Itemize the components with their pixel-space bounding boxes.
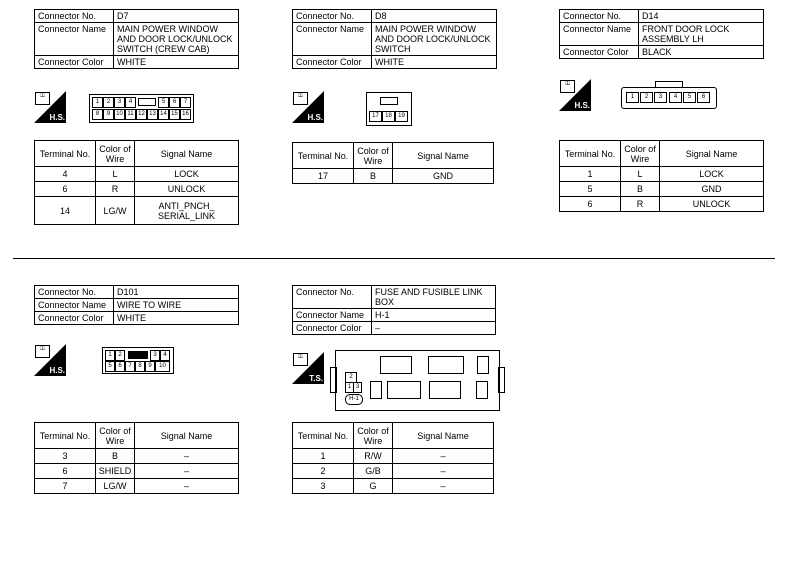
pin: 8 [135, 361, 145, 372]
connector-no-value: D8 [372, 10, 497, 23]
harness-side-icon: ⚿ H.S. [34, 344, 66, 376]
connector-id-label: H-1 [345, 394, 363, 405]
connector-fuse-box-terminal-table [292, 422, 494, 494]
connector-name-label: Connector Name [35, 299, 114, 312]
pin: 10 [114, 109, 125, 120]
signal-name-header: Signal Name [393, 143, 494, 169]
connector-color-value: BLACK [639, 46, 764, 59]
table-row: 7 LG/W – [35, 479, 239, 494]
pin: 3 [353, 382, 362, 393]
connector-color-value: WHITE [372, 56, 497, 69]
connector-name-value: WIRE TO WIRE [114, 299, 239, 312]
pin: 6 [697, 92, 710, 103]
lock-tab [380, 97, 398, 105]
relay-slot [428, 356, 464, 374]
pin: 2 [640, 92, 653, 103]
connector-name-value: MAIN POWER WINDOW AND DOOR LOCK/UNLOCK SWITCH (CREW CAB) [114, 23, 239, 56]
connector-name-label: Connector Name [560, 23, 639, 46]
connector-no-label: Connector No. [293, 286, 372, 309]
connector-no-label: Connector No. [35, 286, 114, 299]
table-row: 14 LG/W ANTI_PNCH_ SERIAL_LINK [35, 197, 239, 225]
connector-d8-face [366, 92, 412, 126]
connector-color-value: – [372, 322, 496, 335]
fuse-slot [370, 381, 382, 399]
pin: 7 [180, 97, 191, 108]
pin: 13 [147, 109, 158, 120]
connector-d8-terminal-table [292, 142, 494, 184]
pin: 16 [180, 109, 191, 120]
relay-slot [387, 381, 421, 399]
table-row: 2 G/B – [293, 464, 494, 479]
connector-name-value: FRONT DOOR LOCK ASSEMBLY LH [639, 23, 764, 46]
signal-name-header: Signal Name [135, 423, 239, 449]
signal-name-header: Signal Name [393, 423, 494, 449]
fuse-box-clip [330, 367, 337, 393]
fuse-box-clip [498, 367, 505, 393]
terminal-no-header: Terminal No. [35, 141, 96, 167]
pin: 5 [105, 361, 115, 372]
connector-color-label: Connector Color [560, 46, 639, 59]
pin: 12 [136, 109, 147, 120]
connector-d7-terminal-table [34, 140, 239, 225]
connector-no-value: D101 [114, 286, 239, 299]
connector-color-label: Connector Color [293, 322, 372, 335]
connector-color-value: WHITE [114, 312, 239, 325]
connector-d101-terminal-table [34, 422, 239, 494]
pin: 3 [150, 350, 160, 361]
lock-tab [128, 351, 148, 359]
connector-d14-terminal-table [559, 140, 764, 212]
table-row: 17 B GND [293, 169, 494, 184]
connector-name-value: H-1 [372, 309, 496, 322]
pin: 5 [158, 97, 169, 108]
connector-d7-info [34, 9, 239, 69]
terminal-no-header: Terminal No. [560, 141, 621, 167]
lock-tab [138, 98, 156, 106]
pin: 2 [115, 350, 125, 361]
color-of-wire-header: Color of Wire [96, 141, 135, 167]
connector-name-label: Connector Name [293, 309, 372, 322]
signal-name-header: Signal Name [135, 141, 239, 167]
pin: 9 [145, 361, 155, 372]
pin: 14 [158, 109, 169, 120]
color-of-wire-header: Color of Wire [96, 423, 135, 449]
signal-name-header: Signal Name [660, 141, 764, 167]
pin: 1 [345, 382, 354, 393]
pin: 5 [683, 92, 696, 103]
section-divider [13, 258, 775, 259]
table-row: 6 R UNLOCK [560, 197, 764, 212]
connector-fuse-box-info [292, 285, 496, 335]
connector-color-label: Connector Color [293, 56, 372, 69]
pin: 1 [92, 97, 103, 108]
pin: 4 [125, 97, 136, 108]
lock-tab [655, 81, 683, 87]
pin: 7 [125, 361, 135, 372]
pin: 2 [345, 372, 357, 383]
pin: 1 [105, 350, 115, 361]
connector-d101-info [34, 285, 239, 325]
pin: 19 [395, 111, 408, 122]
table-row: 6 R UNLOCK [35, 182, 239, 197]
pin: 8 [92, 109, 103, 120]
terminal-no-header: Terminal No. [35, 423, 96, 449]
pin: 18 [382, 111, 395, 122]
pin: 4 [160, 350, 170, 361]
color-of-wire-header: Color of Wire [354, 143, 393, 169]
terminal-no-header: Terminal No. [293, 423, 354, 449]
color-of-wire-header: Color of Wire [621, 141, 660, 167]
connector-color-label: Connector Color [35, 56, 114, 69]
connector-no-value: D7 [114, 10, 239, 23]
connector-color-value: WHITE [114, 56, 239, 69]
color-of-wire-header: Color of Wire [354, 423, 393, 449]
pin: 10 [155, 361, 170, 372]
table-row: 1 L LOCK [560, 167, 764, 182]
fuse-slot [476, 381, 488, 399]
connector-name-value: MAIN POWER WINDOW AND DOOR LOCK/UNLOCK SWITCH [372, 23, 497, 56]
pin: 4 [669, 92, 682, 103]
terminal-side-icon: ⚿ T.S. [292, 352, 324, 384]
connector-no-label: Connector No. [35, 10, 114, 23]
pin: 3 [654, 92, 667, 103]
connector-d101-face [102, 347, 174, 374]
harness-side-icon: ⚿ H.S. [292, 91, 324, 123]
connector-d14-face [621, 87, 717, 109]
pin: 15 [169, 109, 180, 120]
relay-slot [477, 356, 489, 374]
connector-d14-info [559, 9, 764, 59]
terminal-no-header: Terminal No. [293, 143, 354, 169]
table-row: 6 SHIELD – [35, 464, 239, 479]
harness-side-icon: ⚿ H.S. [559, 79, 591, 111]
pin: 3 [114, 97, 125, 108]
relay-slot [380, 356, 412, 374]
table-row: 1 R/W – [293, 449, 494, 464]
table-row: 5 B GND [560, 182, 764, 197]
connector-name-label: Connector Name [35, 23, 114, 56]
pin: 6 [115, 361, 125, 372]
relay-slot [429, 381, 461, 399]
fuse-box-face [335, 350, 500, 411]
table-row: 4 L LOCK [35, 167, 239, 182]
connector-no-label: Connector No. [560, 10, 639, 23]
connector-name-label: Connector Name [293, 23, 372, 56]
pin: 6 [169, 97, 180, 108]
connector-no-value: D14 [639, 10, 764, 23]
pin: 9 [103, 109, 114, 120]
connector-d7-face [89, 94, 194, 123]
pin: 17 [369, 111, 382, 122]
connector-color-label: Connector Color [35, 312, 114, 325]
pin: 1 [626, 92, 639, 103]
table-row: 3 B – [35, 449, 239, 464]
connector-d8-info [292, 9, 497, 69]
pin: 2 [103, 97, 114, 108]
connector-no-value: FUSE AND FUSIBLE LINK BOX [372, 286, 496, 309]
connector-no-label: Connector No. [293, 10, 372, 23]
harness-side-icon: ⚿ H.S. [34, 91, 66, 123]
pin: 11 [125, 109, 136, 120]
table-row: 3 G – [293, 479, 494, 494]
